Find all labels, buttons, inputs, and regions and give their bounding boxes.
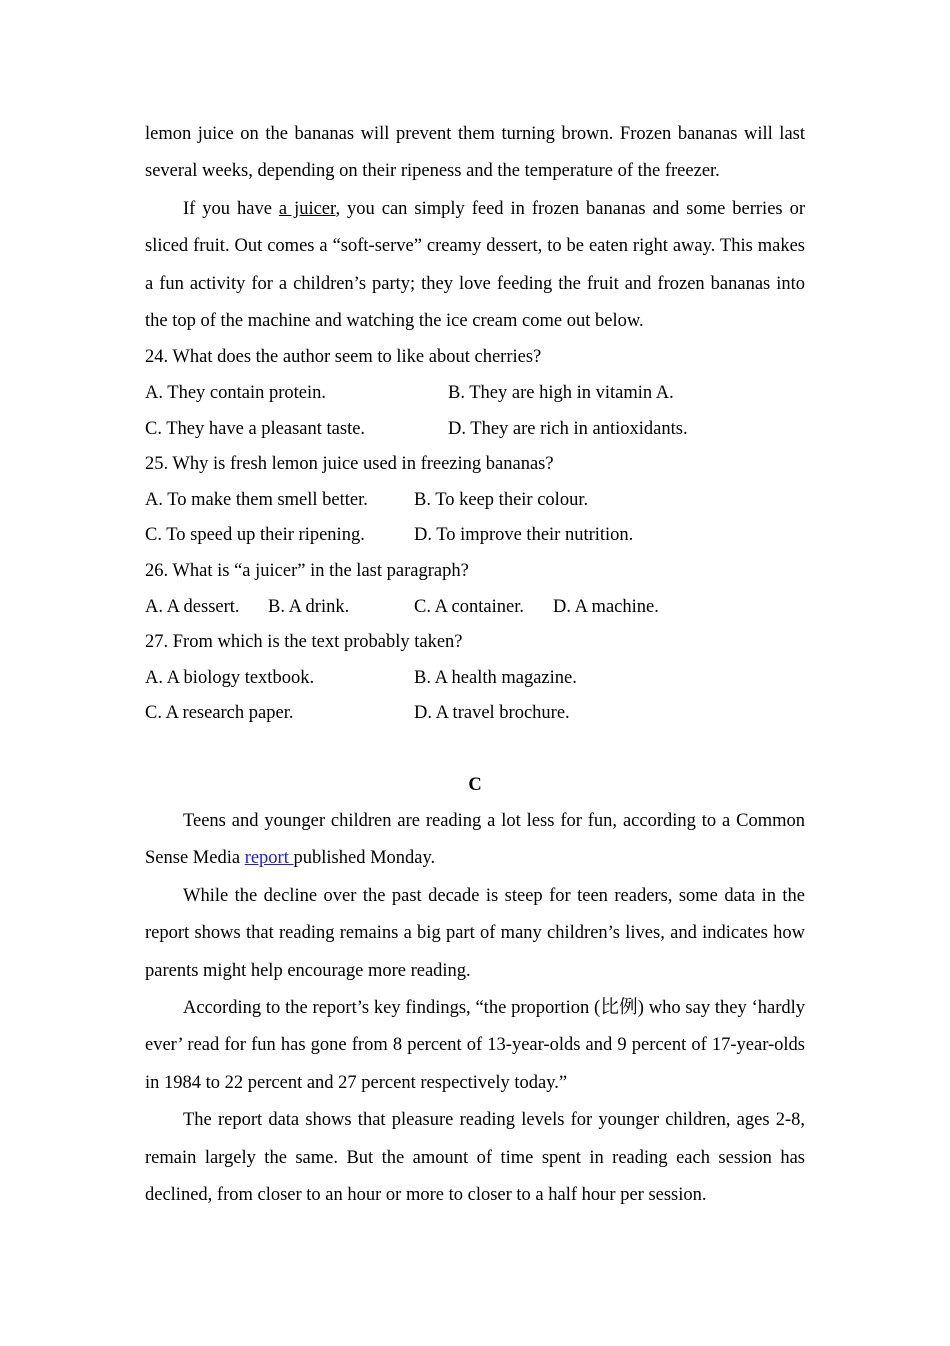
question-27: 27. From which is the text probably taken?: [145, 632, 463, 653]
question-24: 24. What does the author seem to like about cherries?: [145, 347, 542, 368]
q24-option-d: D. They are rich in antioxidants.: [448, 418, 688, 439]
passage-c-paragraph-2: While the decline over the past decade is steep for teen readers, some data in the report shows that reading remains a big part of many children’s lives, and indicates how parents might help encourage more reading.: [145, 885, 805, 981]
q26-option-b: B. A drink.: [268, 596, 350, 617]
passage-b-paragraph-1: lemon juice on the bananas will prevent them turning brown. Frozen bananas will last several weeks, depending on their ripeness and the temperature of the freezer.: [145, 124, 805, 182]
q26-option-c: C. A container.: [414, 596, 524, 617]
section-c-title: C: [468, 774, 482, 795]
question-25-options-row-2: [145, 518, 805, 554]
document-page: [145, 116, 805, 1214]
q25-option-d: D. To improve their nutrition.: [414, 525, 634, 546]
q24-option-a: A. They contain protein.: [145, 383, 327, 404]
p2-text-before: If you have: [183, 198, 279, 219]
question-26-options: [145, 590, 805, 626]
c-p1-text-before: Teens and younger children are reading a lot less for fun, according to a Common Sense Media: [145, 810, 805, 869]
passage-c-paragraph-3: According to the report’s key findings, “the proportion (比例) who say they ‘hardly ever’ read for fun has gone from 8 percent of 13-year-olds and 9 percent of 17-year-olds in 1984 to 22 percent and 27 percent respectively today.”: [145, 998, 805, 1093]
q26-option-a: A. A dessert.: [145, 596, 240, 617]
p2-text-after: , you can simply feed in frozen bananas and some berries or sliced fruit. Out comes a “soft-serve” creamy dessert, to be eaten right away. This makes a fun activity for a children’s party; they love feeding the fruit and frozen bananas into the top of the machine and watching the ice cream come out below.: [145, 198, 805, 332]
question-25-options-row-1: [145, 483, 805, 519]
question-25: 25. Why is fresh lemon juice used in freezing bananas?: [145, 454, 554, 475]
q27-option-c: C. A research paper.: [145, 703, 294, 724]
q25-option-c: C. To speed up their ripening.: [145, 525, 365, 546]
question-27-options-row-2: [145, 696, 805, 732]
q26-option-d: D. A machine.: [553, 596, 659, 617]
question-24-options-row-1: [145, 376, 805, 412]
q27-option-b: B. A health magazine.: [414, 667, 577, 688]
c-p1-text-after: published Monday.: [293, 848, 436, 869]
passage-b-paragraph-2: [145, 191, 805, 341]
question-24-options-row-2: [145, 412, 805, 448]
passage-c-paragraph-1: [145, 803, 805, 878]
question-26: 26. What is “a juicer” in the last paragraph?: [145, 561, 469, 581]
passage-c-paragraph-4: The report data shows that pleasure reading levels for younger children, ages 2-8, remain largely the same. But the amount of time spent in reading each session has declined, from closer to an hour or more to closer to a half hour per session.: [145, 1110, 805, 1206]
q25-option-b: B. To keep their colour.: [414, 489, 589, 510]
q24-option-c: C. They have a pleasant taste.: [145, 418, 366, 439]
q24-option-b: B. They are high in vitamin A.: [448, 383, 674, 404]
q27-option-a: A. A biology textbook.: [145, 667, 315, 688]
juicer-underlined-term: a juicer: [278, 198, 336, 219]
question-27-options-row-1: [145, 661, 805, 697]
q27-option-d: D. A travel brochure.: [414, 703, 570, 724]
q25-option-a: A. To make them smell better.: [145, 489, 368, 510]
report-link[interactable]: report: [244, 848, 294, 869]
